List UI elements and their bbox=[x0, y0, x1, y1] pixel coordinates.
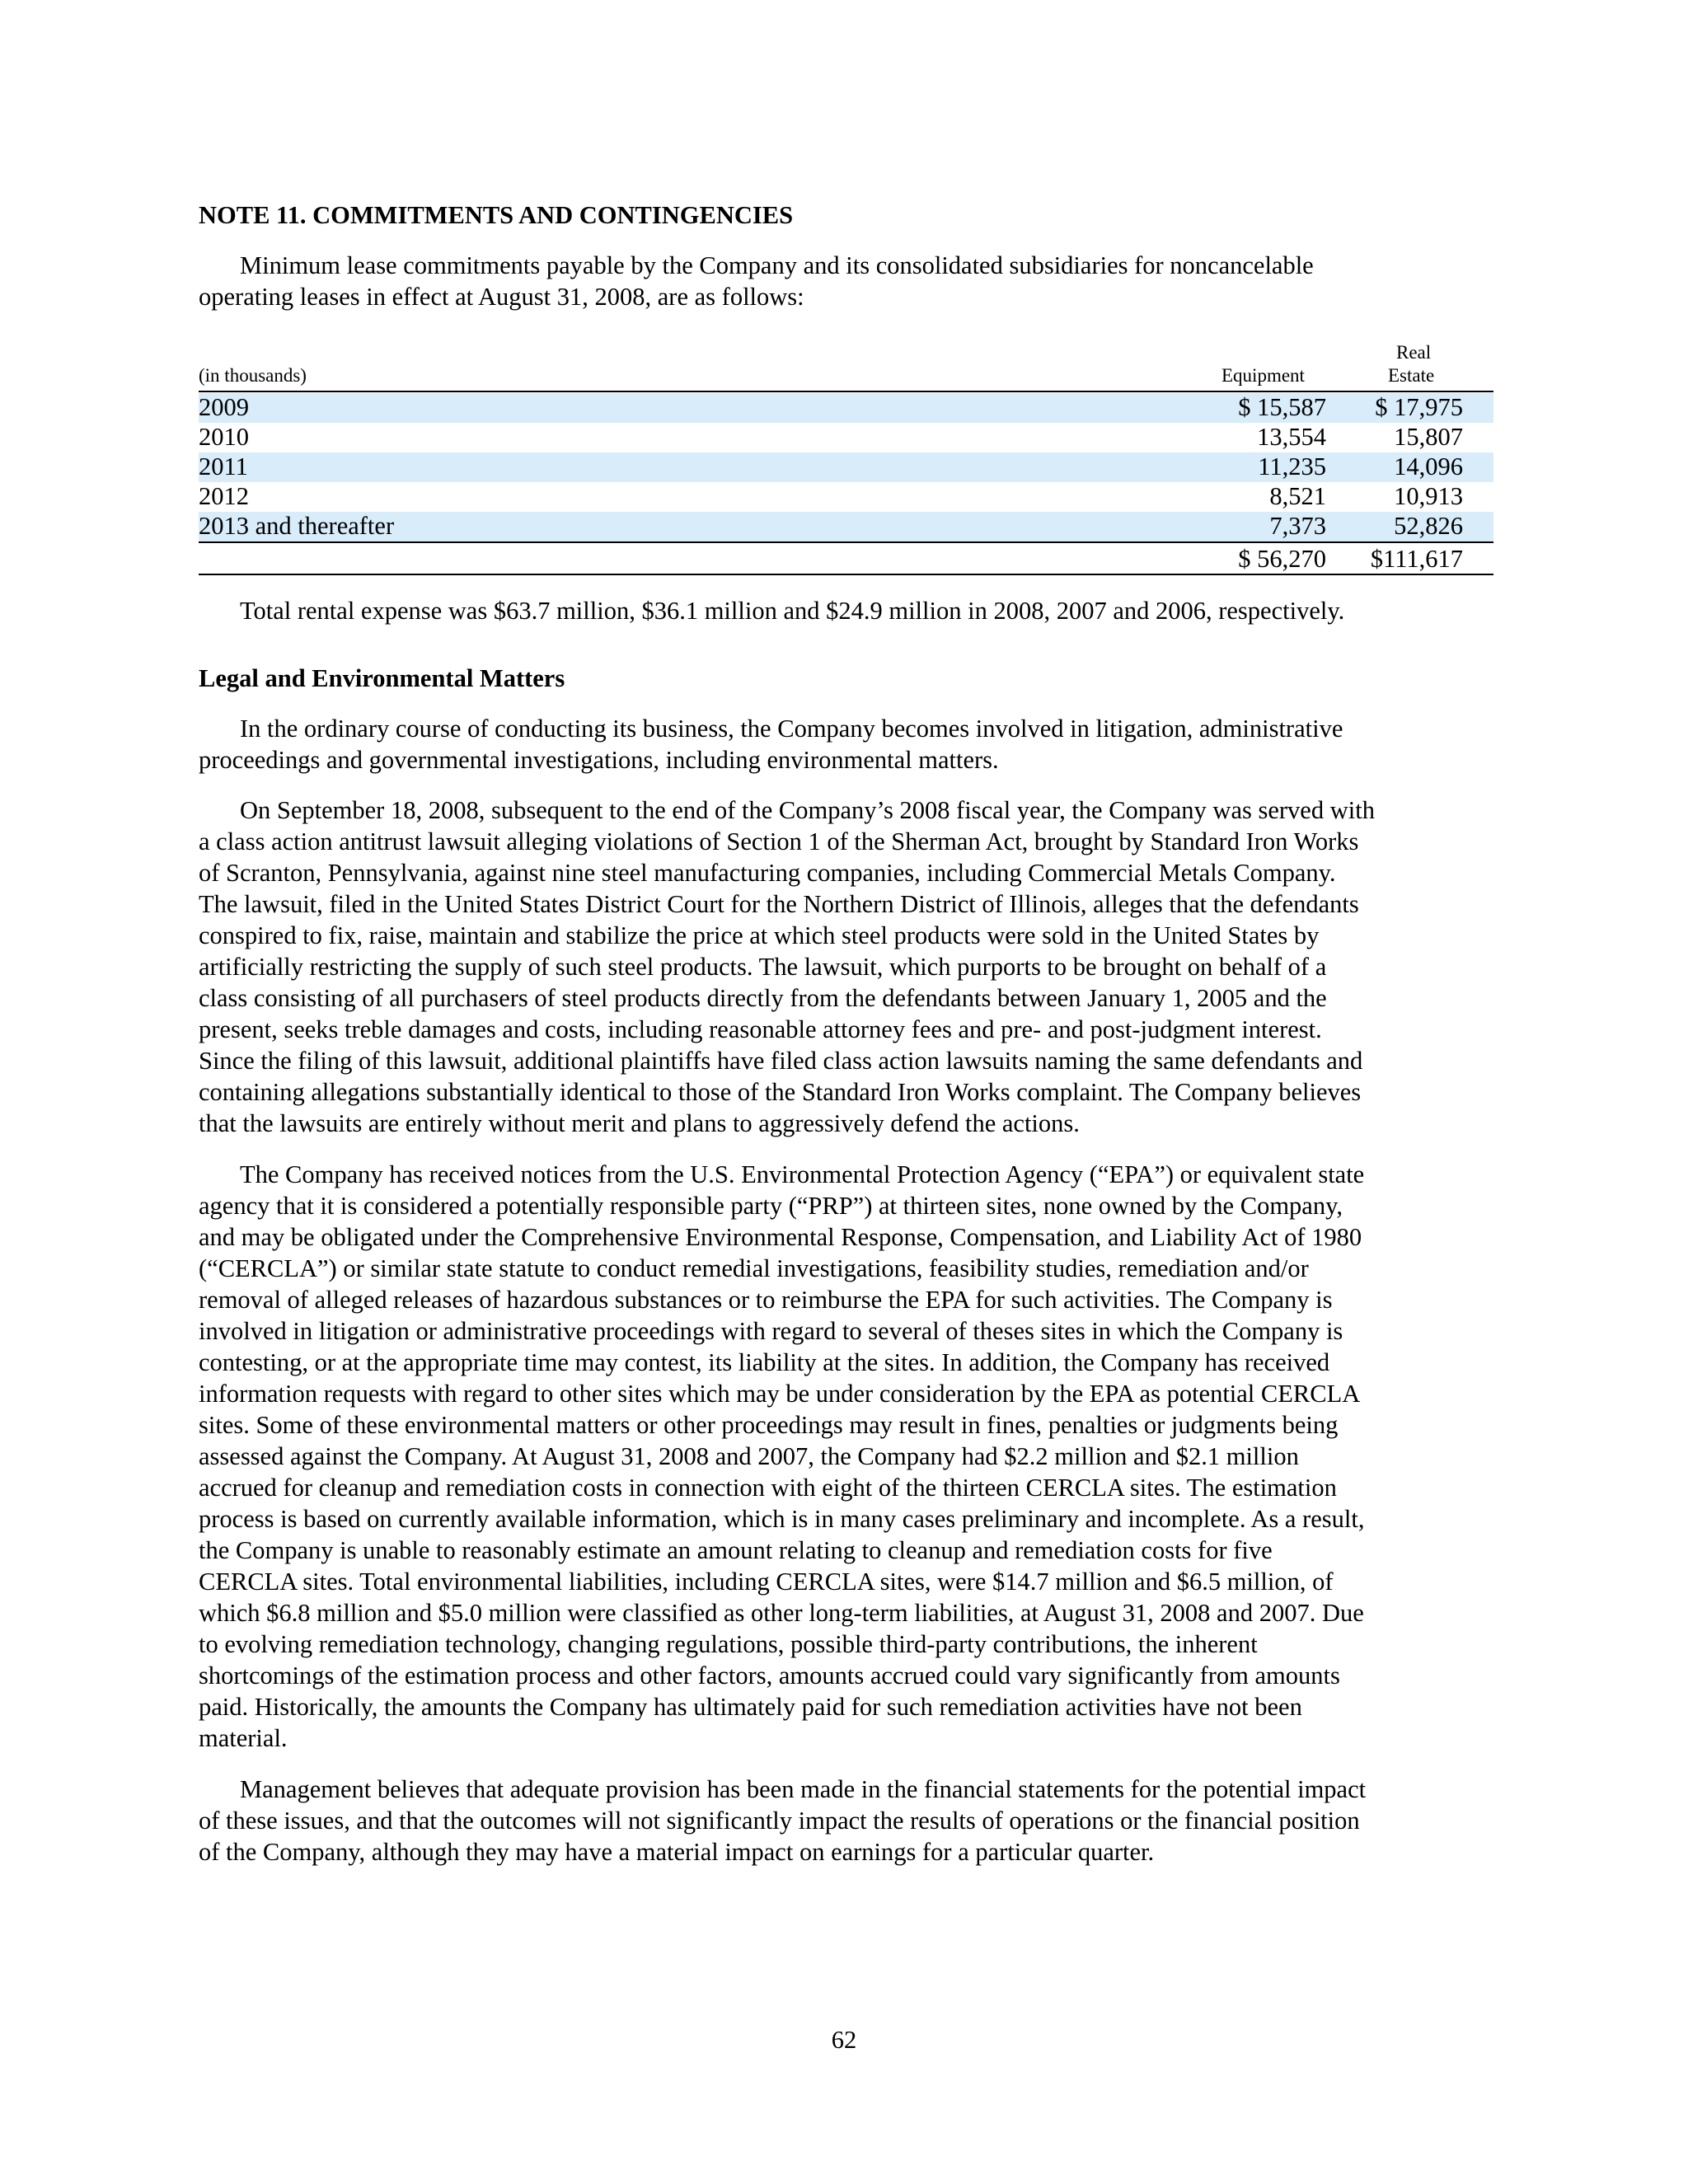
real-estate-value: 10,913 bbox=[1394, 482, 1463, 510]
row-label: 2013 and thereafter bbox=[199, 512, 395, 540]
para3-line: paid. Historically, the amounts the Company has ultimately paid for such remediation activities have not been bbox=[199, 1693, 1302, 1721]
para3-line: removal of alleged releases of hazardous substances or to reimburse the EPA for such activities. The Company is bbox=[199, 1286, 1333, 1314]
para3-line: which $6.8 million and $5.0 million were classified as other long-term liabilities, at August 31, 2008 and 2007. Due bbox=[199, 1599, 1364, 1627]
intro-line-2: operating leases in effect at August 31, 2008, are as follows: bbox=[199, 283, 804, 311]
para2-line: Since the filing of this lawsuit, additional plaintiffs have filed class action lawsuits naming the same defendants and bbox=[199, 1047, 1363, 1075]
para3-line: agency that it is considered a potentially responsible party (“PRP”) at thirteen sites, none owned by the Company, bbox=[199, 1192, 1343, 1220]
table-row bbox=[199, 512, 1493, 541]
equipment-value: 13,554 bbox=[1257, 423, 1326, 451]
para3-line: assessed against the Company. At August 31, 2008 and 2007, the Company had $2.2 million and $2.1 million bbox=[199, 1442, 1299, 1470]
para3-line: CERCLA sites. Total environmental liabilities, including CERCLA sites, were $14.7 million and $6.5 million, of bbox=[199, 1568, 1334, 1596]
para2-line: present, seeks treble damages and costs, including reasonable attorney fees and pre- and post-judgment interest. bbox=[199, 1015, 1322, 1043]
para4-line: of these issues, and that the outcomes will not significantly impact the results of operations or the financial position bbox=[199, 1807, 1360, 1835]
para3-line: shortcomings of the estimation process and other factors, amounts accrued could vary significantly from amounts bbox=[199, 1661, 1340, 1690]
table-row bbox=[199, 423, 1493, 452]
row-label: 2011 bbox=[199, 452, 248, 480]
equipment-value: $ 15,587 bbox=[1238, 393, 1326, 421]
equipment-total: $ 56,270 bbox=[1238, 545, 1326, 573]
real-estate-value: 52,826 bbox=[1394, 512, 1463, 540]
real-estate-value: 14,096 bbox=[1394, 452, 1463, 480]
page-number: 62 bbox=[831, 2026, 857, 2054]
table-total-row bbox=[199, 543, 1493, 573]
para3-line: process is based on currently available information, which is in many cases preliminary and incomplete. As a result, bbox=[199, 1505, 1365, 1533]
column-header-equipment: Equipment bbox=[1221, 365, 1305, 386]
para1-line: proceedings and governmental investigations, including environmental matters. bbox=[199, 746, 999, 774]
para3-line: accrued for cleanup and remediation costs in connection with eight of the thirteen CERCLA sites. The estimation bbox=[199, 1474, 1337, 1502]
rental-expense-line: Total rental expense was $63.7 million, $36.1 million and $24.9 million in 2008, 2007 and 2006, respectively. bbox=[240, 597, 1345, 625]
para4-line: of the Company, although they may have a material impact on earnings for a particular quarter. bbox=[199, 1838, 1155, 1866]
table-row bbox=[199, 482, 1493, 512]
para3-line: material. bbox=[199, 1724, 288, 1752]
row-label: 2010 bbox=[199, 423, 249, 451]
real-estate-total: $111,617 bbox=[1370, 545, 1463, 573]
column-header-real-estate-line2: Estate bbox=[1388, 365, 1435, 386]
para3-line: to evolving remediation technology, changing regulations, possible third-party contributions, the inherent bbox=[199, 1630, 1258, 1658]
para3-line: contesting, or at the appropriate time may contest, its liability at the sites. In addition, the Company has received bbox=[199, 1348, 1330, 1376]
column-header-real-estate-line1: Real bbox=[1396, 342, 1432, 363]
table-row bbox=[199, 393, 1493, 423]
para2-line: containing allegations substantially identical to those of the Standard Iron Works complaint. The Company believes bbox=[199, 1078, 1362, 1106]
para2-line: conspired to fix, raise, maintain and stabilize the price at which steel products were sold in the United States by bbox=[199, 921, 1320, 949]
para2-line: artificially restricting the supply of such steel products. The lawsuit, which purports to be brought on behalf of a bbox=[199, 953, 1327, 981]
table-total-rule bbox=[199, 574, 1493, 575]
equipment-value: 8,521 bbox=[1269, 482, 1326, 510]
para3-line: (“CERCLA”) or similar state statute to conduct remedial investigations, feasibility studies, remediation and/or bbox=[199, 1254, 1309, 1282]
para2-line: of Scranton, Pennsylvania, against nine steel manufacturing companies, including Commercial Metals Company. bbox=[199, 859, 1336, 887]
para2-line: that the lawsuits are entirely without merit and plans to aggressively defend the actions. bbox=[199, 1109, 1080, 1137]
para1-line: In the ordinary course of conducting its business, the Company becomes involved in litigation, administrative bbox=[240, 715, 1343, 743]
para3-line: information requests with regard to other sites which may be under consideration by the EPA as potential CERCLA bbox=[199, 1380, 1361, 1408]
para2-line: class consisting of all purchasers of steel products directly from the defendants between January 1, 2005 and the bbox=[199, 984, 1327, 1012]
equipment-value: 7,373 bbox=[1269, 512, 1326, 540]
para4-line: Management believes that adequate provision has been made in the financial statements for the potential impact bbox=[240, 1775, 1367, 1803]
note-title: NOTE 11. COMMITMENTS AND CONTINGENCIES bbox=[199, 201, 794, 229]
para3-line: the Company is unable to reasonably estimate an amount relating to cleanup and remediation costs for five bbox=[199, 1536, 1273, 1564]
section-heading: Legal and Environmental Matters bbox=[199, 664, 565, 692]
equipment-value: 11,235 bbox=[1258, 452, 1326, 480]
real-estate-value: $ 17,975 bbox=[1375, 393, 1463, 421]
para3-line: involved in litigation or administrative proceedings with regard to several of theses sites in which the Company is bbox=[199, 1317, 1343, 1345]
para2-line: The lawsuit, filed in the United States District Court for the Northern District of Illinois, alleges that the defendants bbox=[199, 890, 1359, 918]
table-unit-label: (in thousands) bbox=[199, 365, 307, 386]
row-label: 2012 bbox=[199, 482, 249, 510]
para2-line: On September 18, 2008, subsequent to the end of the Company’s 2008 fiscal year, the Company was served with bbox=[240, 796, 1375, 824]
table-row bbox=[199, 452, 1493, 482]
para3-line: and may be obligated under the Comprehensive Environmental Response, Compensation, and Liability Act of 1980 bbox=[199, 1223, 1362, 1251]
row-label: 2009 bbox=[199, 393, 249, 421]
para2-line: a class action antitrust lawsuit alleging violations of Section 1 of the Sherman Act, brought by Standard Iron Works bbox=[199, 827, 1359, 855]
para3-line: The Company has received notices from the U.S. Environmental Protection Agency (“EPA”) or equivalent state bbox=[240, 1160, 1365, 1188]
real-estate-value: 15,807 bbox=[1394, 423, 1463, 451]
para3-line: sites. Some of these environmental matters or other proceedings may result in fines, penalties or judgments being bbox=[199, 1411, 1339, 1439]
intro-line-1: Minimum lease commitments payable by the Company and its consolidated subsidiaries for noncancelable bbox=[240, 251, 1314, 279]
